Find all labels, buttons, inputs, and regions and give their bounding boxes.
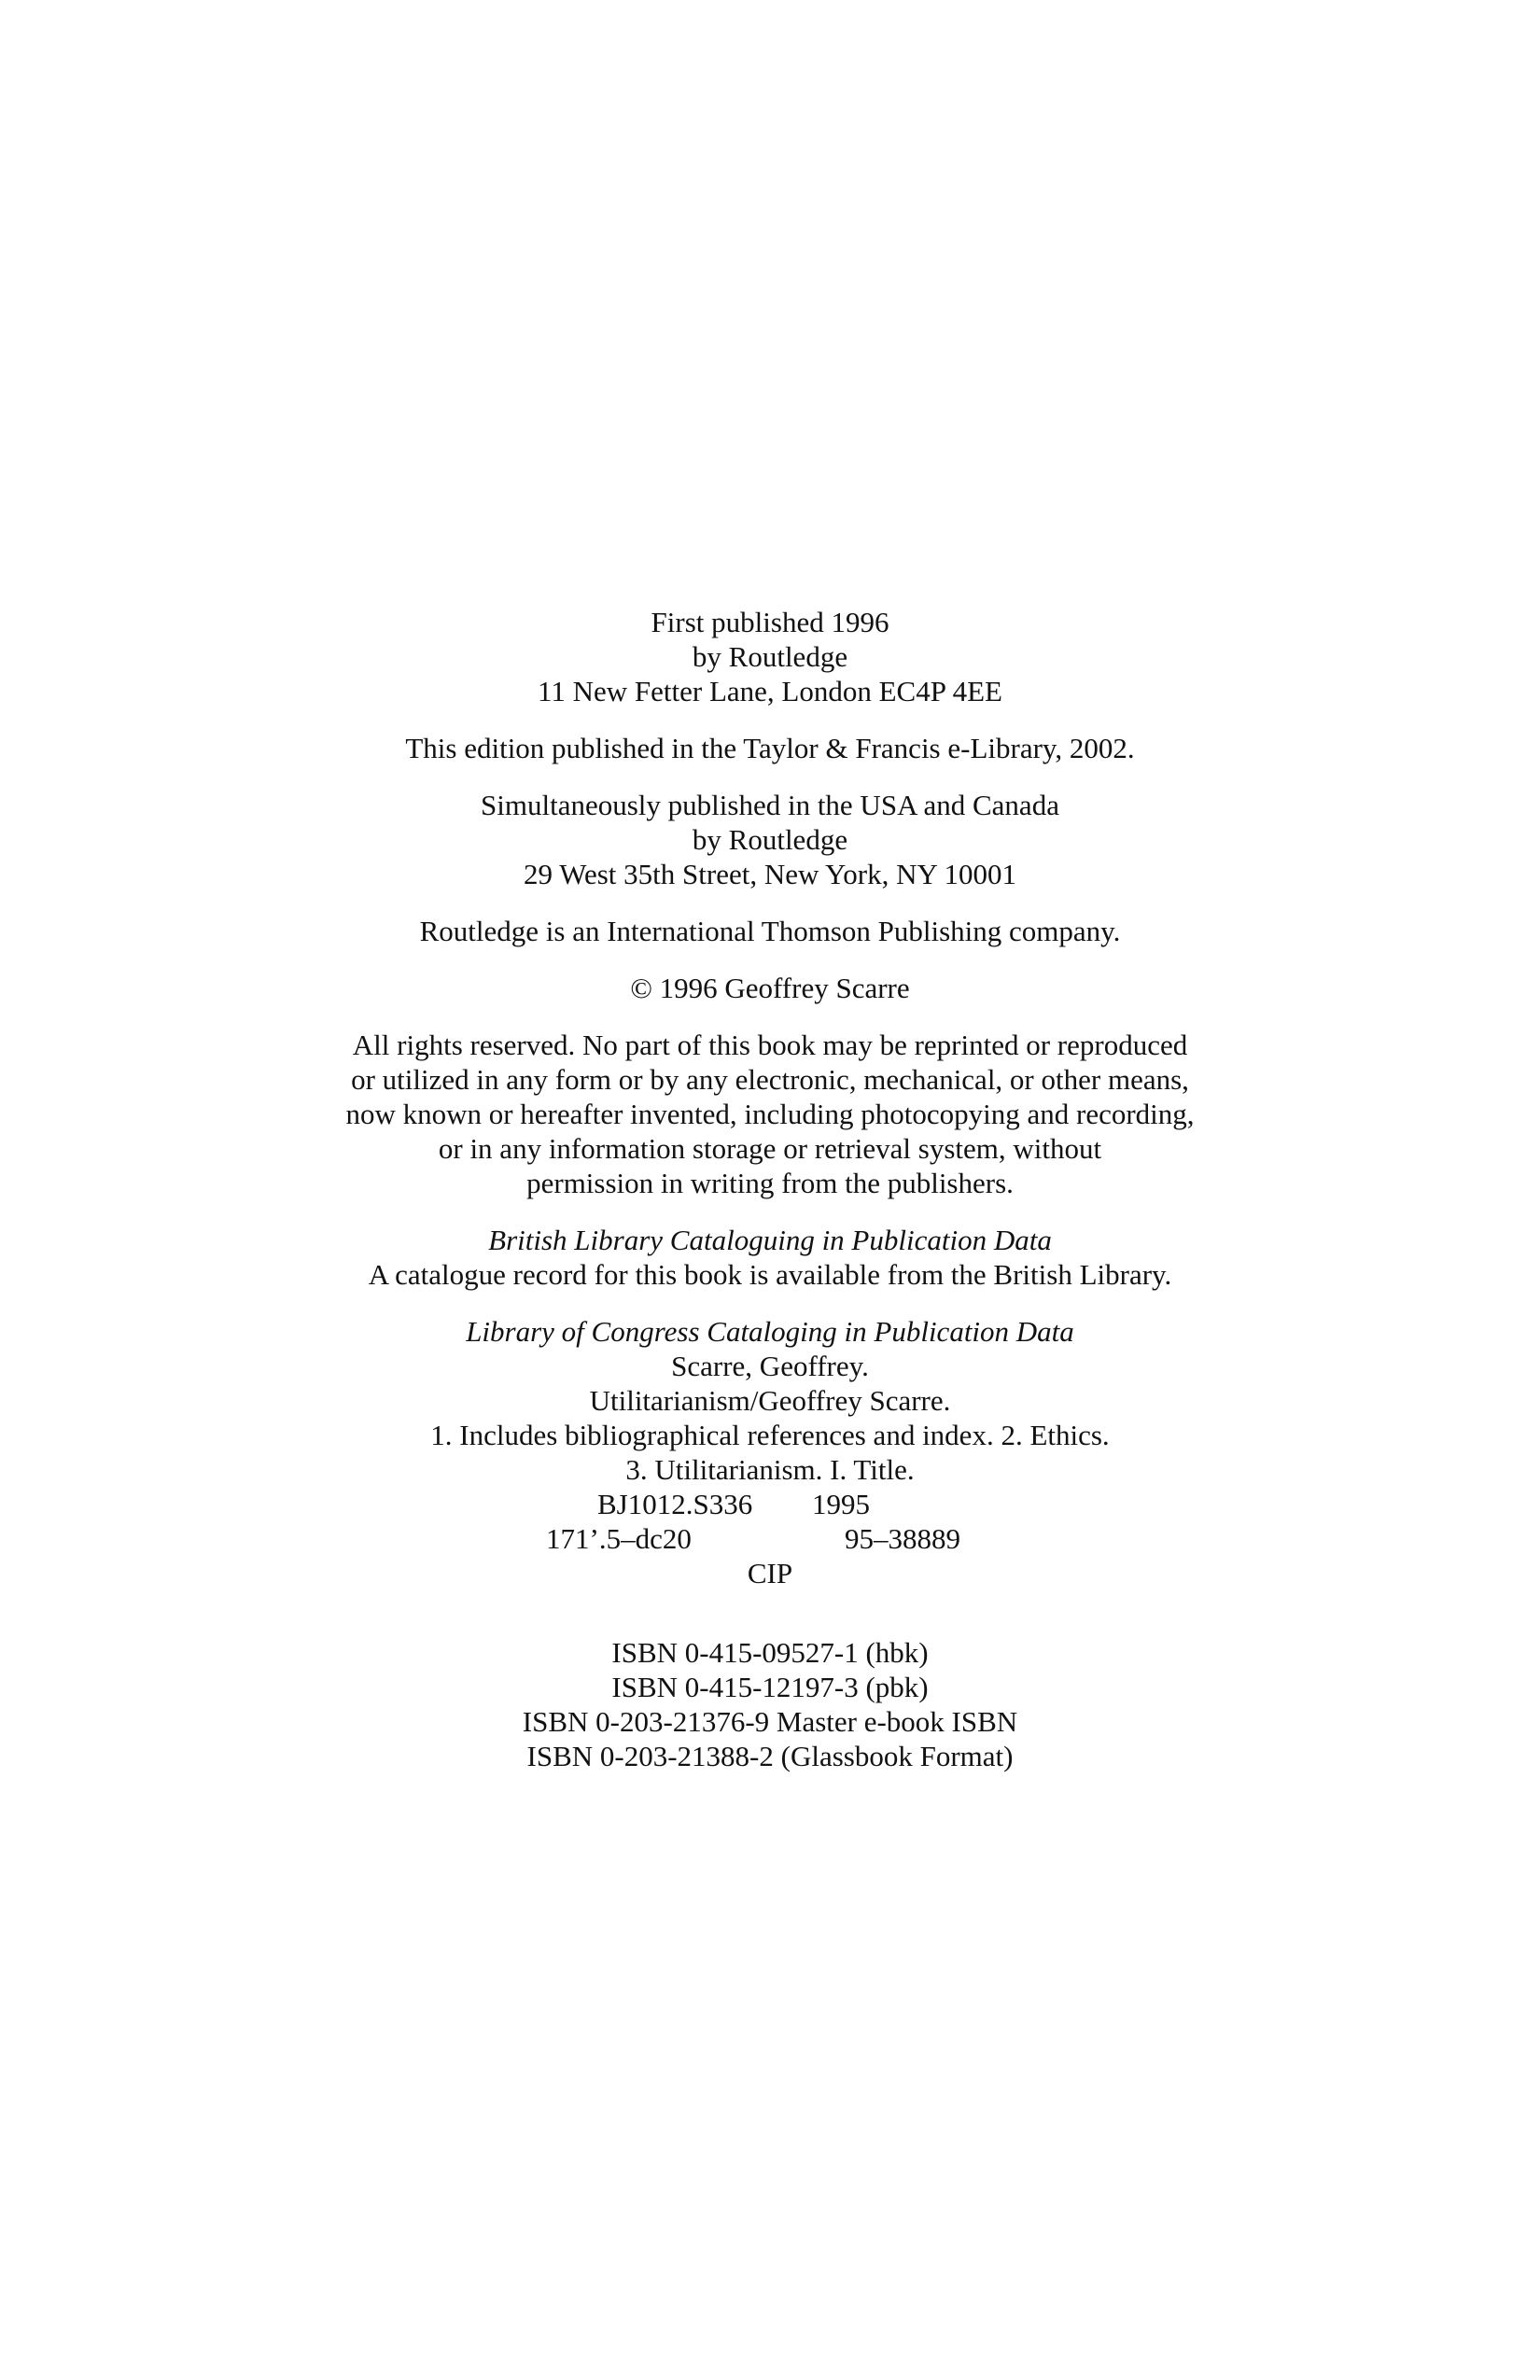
isbn-line: ISBN 0-203-21388-2 (Glassbook Format) xyxy=(526,1740,1014,1772)
simultaneous-block xyxy=(0,788,1540,891)
edition-block xyxy=(0,731,1540,765)
company-block xyxy=(0,914,1540,948)
simultaneous-line-2: by Routledge xyxy=(692,823,848,856)
loc-call-year: 1995 xyxy=(812,1488,870,1520)
publication-block xyxy=(0,605,1540,708)
loc-call-number: BJ1012.S336 xyxy=(597,1488,753,1520)
simultaneous-line-3: 29 West 35th Street, New York, NY 10001 xyxy=(524,858,1016,890)
loc-cip: CIP xyxy=(747,1557,793,1589)
isbn-line: ISBN 0-415-09527-1 (hbk) xyxy=(611,1636,929,1669)
rights-block xyxy=(0,1028,1540,1200)
simultaneous-line-1: Simultaneously published in the USA and Canada xyxy=(481,789,1059,821)
british-library-heading: British Library Cataloguing in Publication Data xyxy=(488,1224,1052,1256)
loc-dewey-row xyxy=(0,1521,1540,1556)
isbn-line: ISBN 0-415-12197-3 (pbk) xyxy=(611,1671,929,1703)
loc-dewey: 171’.5–dc20 xyxy=(546,1522,692,1555)
copyright-notice: © 1996 Geoffrey Scarre xyxy=(630,972,910,1004)
copyright-page xyxy=(0,605,1540,1773)
isbn-line: ISBN 0-203-21376-9 Master e-book ISBN xyxy=(522,1705,1018,1738)
rights-line: or in any information storage or retrieval system, without xyxy=(438,1132,1102,1165)
loc-lccn: 95–38889 xyxy=(845,1522,960,1555)
loc-call-number-row xyxy=(0,1487,1540,1521)
company-note: Routledge is an International Thomson Publishing company. xyxy=(419,915,1121,947)
isbn-block xyxy=(0,1635,1540,1773)
library-of-congress-block xyxy=(0,1314,1540,1590)
publisher-address: 11 New Fetter Lane, London EC4P 4EE xyxy=(538,675,1002,707)
rights-line: permission in writing from the publishers. xyxy=(526,1167,1014,1199)
loc-heading: Library of Congress Cataloging in Publication Data xyxy=(466,1315,1074,1348)
rights-line: All rights reserved. No part of this book may be reprinted or reproduced xyxy=(352,1029,1188,1061)
loc-title: Utilitarianism/Geoffrey Scarre. xyxy=(589,1384,951,1417)
rights-line: or utilized in any form or by any electronic, mechanical, or other means, xyxy=(351,1063,1189,1096)
british-library-block xyxy=(0,1223,1540,1292)
loc-author: Scarre, Geoffrey. xyxy=(671,1350,869,1382)
first-published-line: First published 1996 xyxy=(651,606,889,638)
rights-line: now known or hereafter invented, including photocopying and recording, xyxy=(345,1098,1195,1130)
loc-subjects-line-1: 1. Includes bibliographical references and index. 2. Ethics. xyxy=(430,1419,1110,1451)
publisher-line: by Routledge xyxy=(692,640,848,673)
copyright-block xyxy=(0,971,1540,1005)
loc-subjects-line-2: 3. Utilitarianism. I. Title. xyxy=(625,1453,915,1486)
british-library-text: A catalogue record for this book is available from the British Library. xyxy=(368,1258,1172,1291)
edition-note: This edition published in the Taylor & Francis e-Library, 2002. xyxy=(405,732,1135,764)
